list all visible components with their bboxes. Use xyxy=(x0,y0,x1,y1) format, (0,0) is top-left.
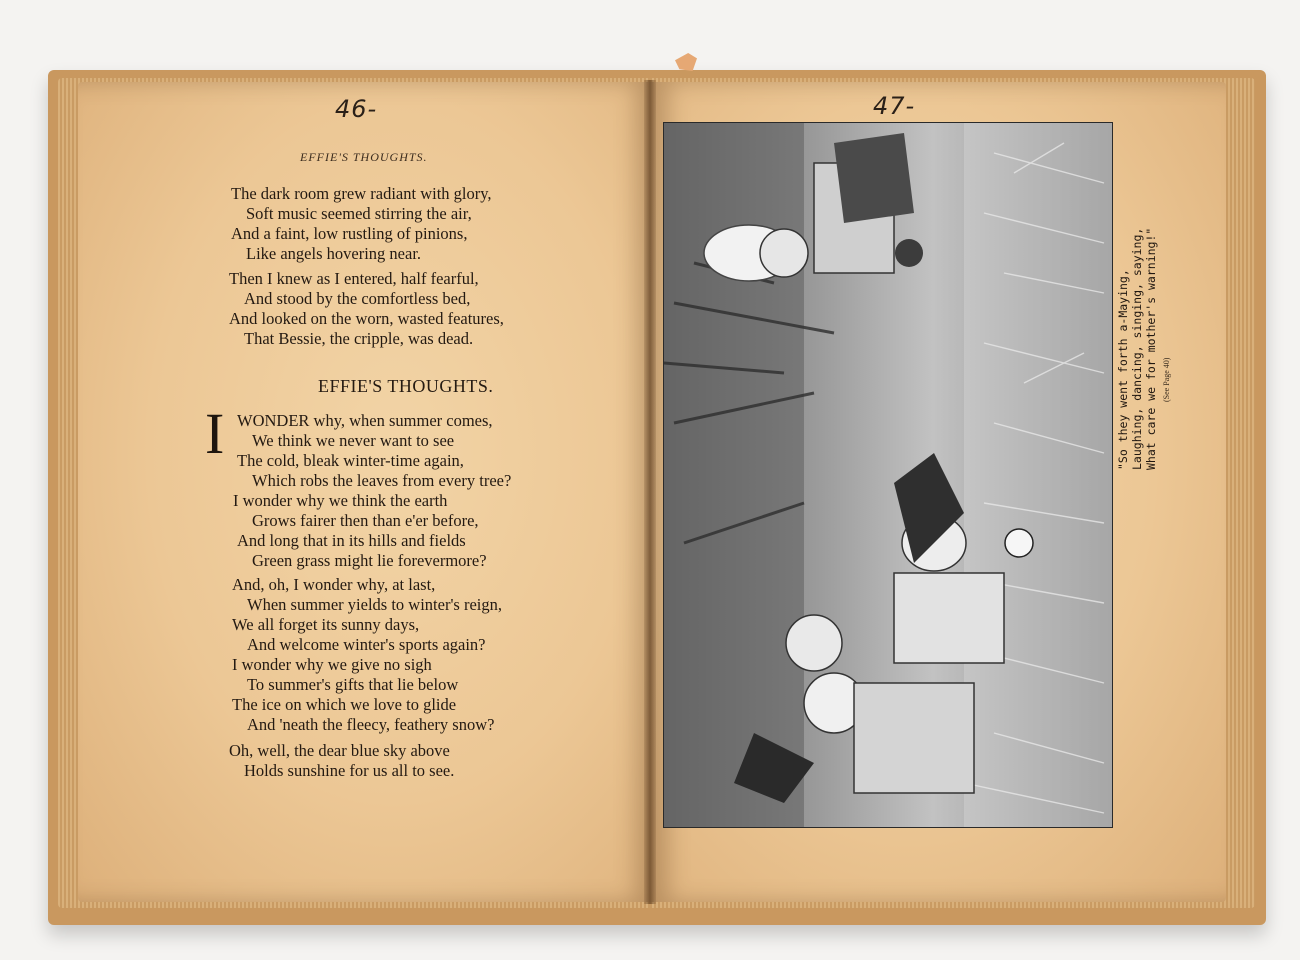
illustration-caption xyxy=(1116,227,1276,470)
book-gutter xyxy=(644,80,656,904)
verse-line: Green grass might lie forevermore? xyxy=(252,551,487,570)
verse-line: Grows fairer then than e'er before, xyxy=(252,511,479,530)
verse-line: Holds sunshine for us all to see. xyxy=(244,761,455,780)
running-header: EFFIE'S THOUGHTS. xyxy=(300,150,428,164)
verse-line: When summer yields to winter's reign, xyxy=(247,595,503,614)
verse-line: And a faint, low rustling of pinions, xyxy=(231,224,468,243)
verse-line: And looked on the worn, wasted features, xyxy=(229,309,504,328)
torn-paper-fragment xyxy=(675,53,697,71)
verse-line: Soft music seemed stirring the air, xyxy=(246,204,472,223)
engraving-artwork xyxy=(664,123,1112,827)
verse-line: To summer's gifts that lie below xyxy=(247,675,459,694)
stanza-1 xyxy=(231,184,492,264)
caption-line: "So they went forth a-Maying, xyxy=(1116,269,1130,470)
verse-line: Which robs the leaves from every tree? xyxy=(252,471,512,490)
verse-line: The dark room grew radiant with glory, xyxy=(231,184,492,203)
handwritten-page-number-right: 47- xyxy=(873,92,916,120)
stanza-2 xyxy=(229,269,504,349)
verse-line: Then I knew as I entered, half fearful, xyxy=(229,269,479,288)
verse-line: We think we never want to see xyxy=(252,431,455,450)
verse-line: That Bessie, the cripple, was dead. xyxy=(244,329,474,348)
verse-line: And long that in its hills and fields xyxy=(237,531,466,550)
stanza-4 xyxy=(232,575,502,735)
handwritten-page-number-left: 46- xyxy=(335,95,378,123)
stanza-3 xyxy=(233,411,512,571)
stanza-5 xyxy=(229,741,454,781)
engraving-illustration xyxy=(663,122,1113,828)
verse-line: I wonder why we give no sigh xyxy=(232,655,432,674)
verse-line: Oh, well, the dear blue sky above xyxy=(229,741,450,760)
verse-line: And welcome winter's sports again? xyxy=(247,635,486,654)
verse-line: We all forget its sunny days, xyxy=(232,615,420,634)
caption-line: Laughing, dancing, singing, saying, xyxy=(1130,227,1144,470)
verse-line: And stood by the comfortless bed, xyxy=(244,289,471,308)
caption-page-reference: (See Page 40) xyxy=(1162,357,1171,402)
verse-line: WONDER why, when summer comes, xyxy=(237,411,493,430)
verse-line: The ice on which we love to glide xyxy=(232,695,457,714)
caption-line: What care we for mother's warning!" xyxy=(1144,227,1158,470)
drop-cap: I xyxy=(205,401,225,466)
poem-title: EFFIE'S THOUGHTS. xyxy=(318,376,494,396)
verse-line: And 'neath the fleecy, feathery snow? xyxy=(247,715,495,734)
verse-line: Like angels hovering near. xyxy=(246,244,422,263)
verse-line: The cold, bleak winter-time again, xyxy=(237,451,464,470)
verse-line: I wonder why we think the earth xyxy=(233,491,448,510)
verse-line: And, oh, I wonder why, at last, xyxy=(232,575,436,594)
